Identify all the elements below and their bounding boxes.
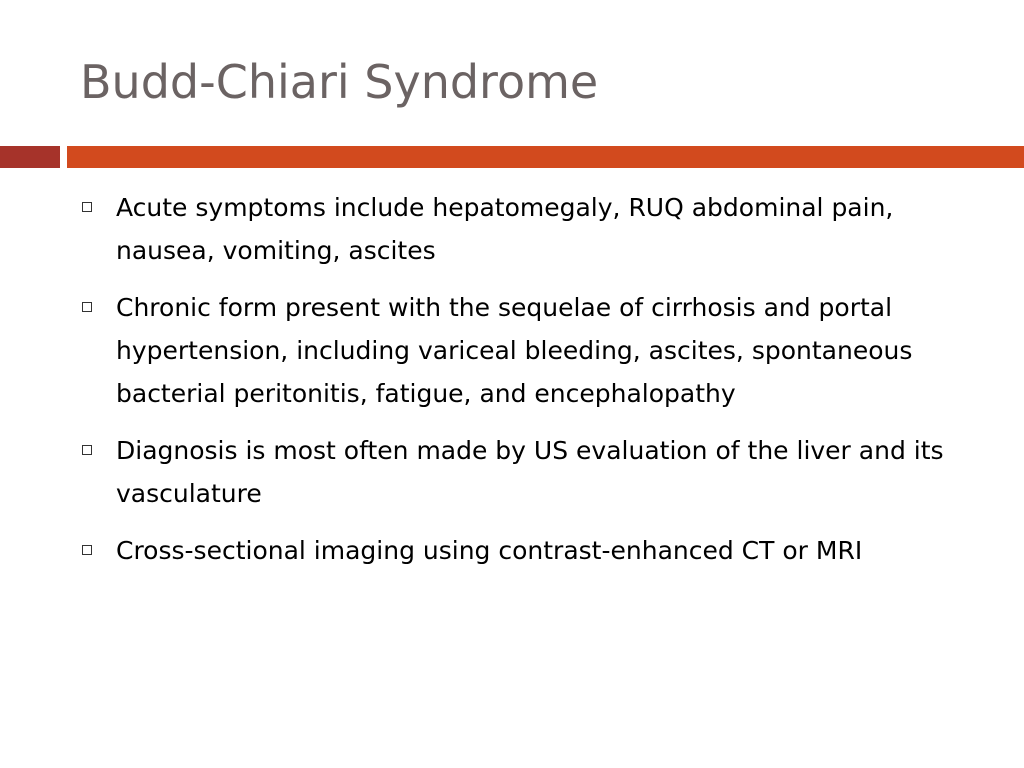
bullet-text: Acute symptoms include hepatomegaly, RUQ abdominal pain, nausea, vomiting, ascites — [116, 193, 894, 265]
bullet-text: Chronic form present with the sequelae of cirrhosis and portal hypertension, including variceal bleeding, ascites, spontaneous bacterial peritonitis, fatigue, and encephalopathy — [116, 293, 913, 408]
bullet-text: Cross-sectional imaging using contrast-enhanced CT or MRI — [116, 536, 863, 565]
bullet-item — [80, 286, 980, 415]
hollow-square-icon — [82, 202, 92, 212]
bullet-item — [80, 429, 980, 515]
bullet-list — [80, 186, 980, 586]
slide-title: Budd-Chiari Syndrome — [80, 55, 599, 109]
bullet-text: Diagnosis is most often made by US evaluation of the liver and its vasculature — [116, 436, 944, 508]
title-accent-bar-right — [67, 146, 1024, 168]
hollow-square-icon — [82, 302, 92, 312]
bullet-item — [80, 186, 980, 272]
hollow-square-icon — [82, 445, 92, 455]
bullet-item — [80, 529, 980, 572]
title-accent-bar-left — [0, 146, 60, 168]
hollow-square-icon — [82, 545, 92, 555]
